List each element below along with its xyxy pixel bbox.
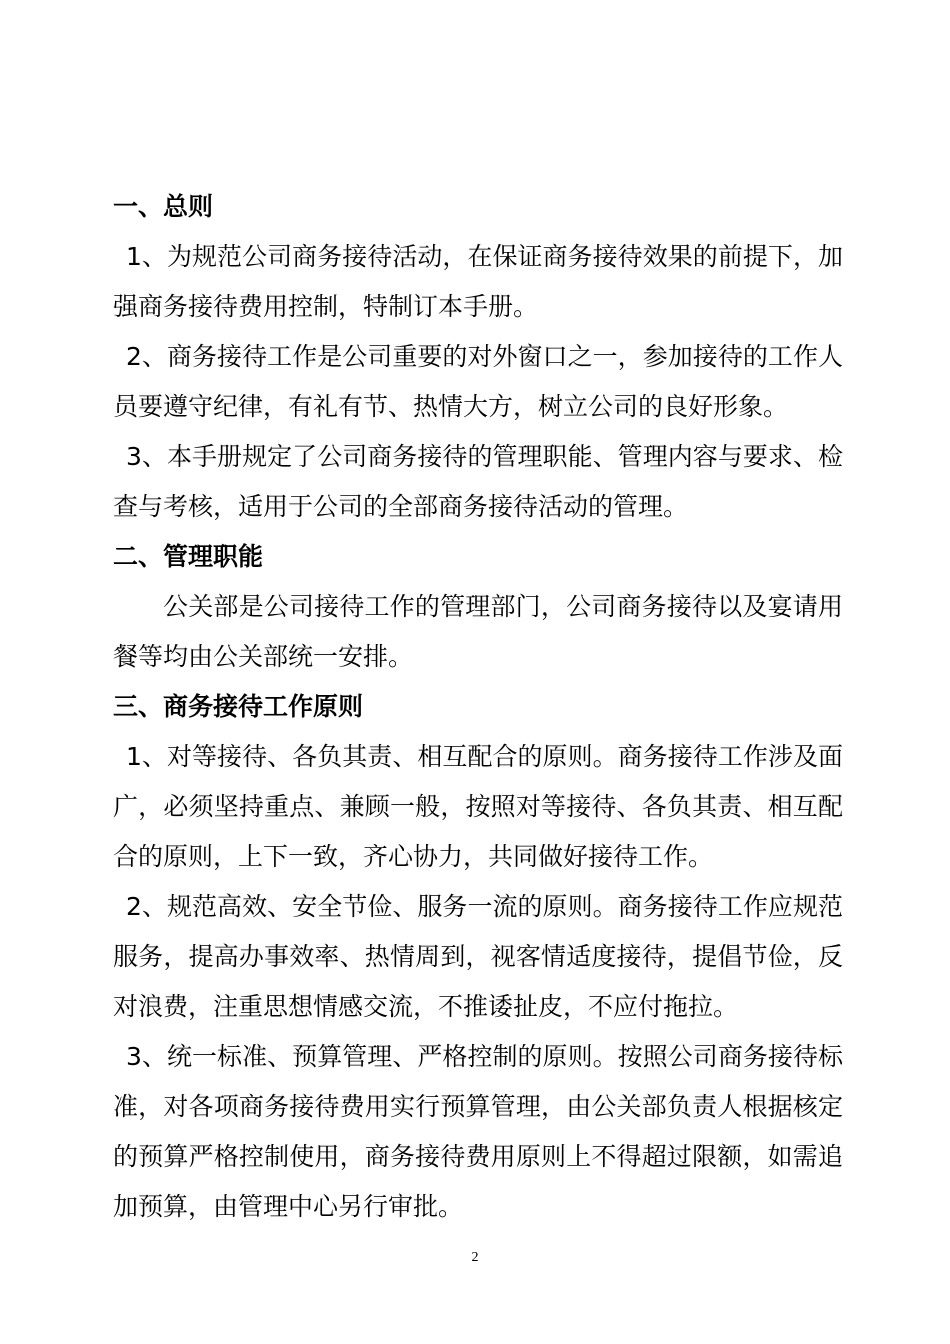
paragraph: 2、商务接待工作是公司重要的对外窗口之一，参加接待的工作人员要遵守纪律，有礼有节、热情大方，树立公司的良好形象。 bbox=[113, 342, 843, 421]
paragraph: 公关部是公司接待工作的管理部门，公司商务接待以及宴请用餐等均由公关部统一安排。 bbox=[113, 592, 843, 671]
section-heading-reception-principles: 三、商务接待工作原则 bbox=[113, 692, 364, 721]
document-body bbox=[113, 182, 843, 1232]
paragraph: 1、对等接待、各负其责、相互配合的原则。商务接待工作涉及面广，必须坚持重点、兼顾一般，按照对等接待、各负其责、相互配合的原则，上下一致，齐心协力，共同做好接待工作。 bbox=[113, 742, 843, 871]
paragraph: 2、规范高效、安全节俭、服务一流的原则。商务接待工作应规范服务，提高办事效率、热情周到，视客情适度接待，提倡节俭，反对浪费，注重思想情感交流，不推诿扯皮，不应付拖拉。 bbox=[113, 892, 843, 1021]
paragraph: 3、统一标准、预算管理、严格控制的原则。按照公司商务接待标准，对各项商务接待费用实行预算管理，由公关部负责人根据核定的预算严格控制使用，商务接待费用原则上不得超过限额，如需追加预算，由管理中心另行审批。 bbox=[113, 1042, 843, 1221]
paragraph: 1、为规范公司商务接待活动，在保证商务接待效果的前提下，加强商务接待费用控制，特制订本手册。 bbox=[113, 242, 843, 321]
section-heading-management-functions: 二、管理职能 bbox=[113, 542, 264, 571]
page-number: 2 bbox=[471, 1250, 479, 1265]
section-heading-general: 一、总则 bbox=[113, 192, 214, 221]
paragraph: 3、本手册规定了公司商务接待的管理职能、管理内容与要求、检查与考核，适用于公司的全部商务接待活动的管理。 bbox=[113, 442, 843, 521]
